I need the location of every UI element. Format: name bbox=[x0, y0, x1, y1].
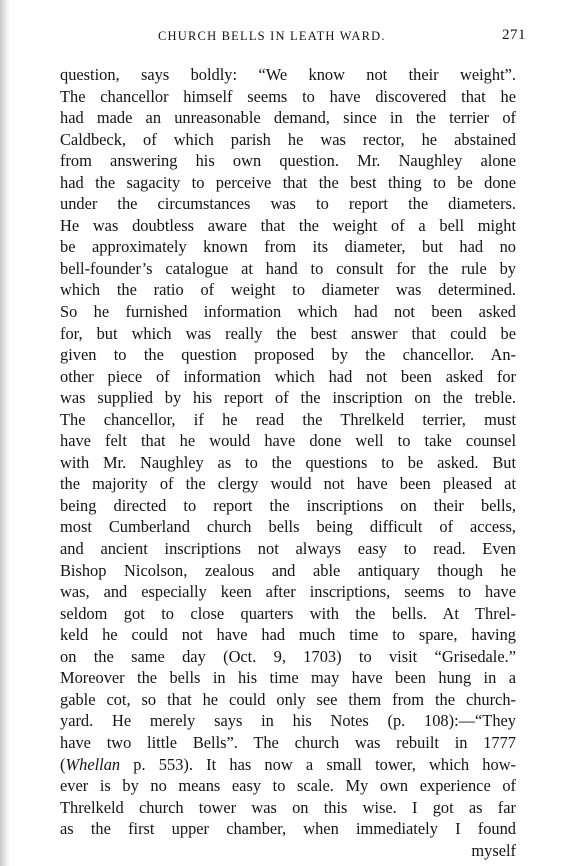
text-line: Caldbeck, of which parish he was rector, he abstained bbox=[60, 129, 516, 149]
text-line: on the same day (Oct. 9, 1703) to visit “Grisedale.” bbox=[60, 646, 516, 666]
text-line: So he furnished information which had not been asked bbox=[60, 302, 516, 322]
text-line: given to the question proposed by the chancellor. An- bbox=[60, 345, 516, 365]
text-line: have two little Bells”. The church was rebuilt in 1777 bbox=[60, 732, 516, 752]
text-line: being directed to report the inscriptions on their bells, bbox=[60, 495, 516, 515]
text-line: yard. He merely says in his Notes (p. 108):—“They bbox=[60, 711, 516, 731]
text-line: the majority of the clergy would not have been pleased at bbox=[60, 474, 516, 494]
body-text bbox=[60, 64, 516, 861]
text-line: was supplied by his report of the inscription on the treble. bbox=[60, 388, 516, 408]
catchword: myself bbox=[471, 840, 516, 860]
text-line: and ancient inscriptions not always easy to read. Even bbox=[60, 539, 516, 559]
text-line: gable cot, so that he could only see them from the church- bbox=[60, 689, 516, 709]
text-line: The chancellor, if he read the Threlkeld terrier, must bbox=[60, 409, 516, 429]
running-head: CHURCH BELLS IN LEATH WARD. bbox=[158, 29, 386, 43]
text-line: from answering his own question. Mr. Naughley alone bbox=[60, 151, 516, 171]
text-line: under the circumstances was to report the diameters. bbox=[60, 194, 516, 214]
gutter-shadow bbox=[0, 0, 10, 866]
text-line: seldom got to close quarters with the bells. At Threl- bbox=[60, 603, 516, 623]
text-line: had made an unreasonable demand, since in the terrier of bbox=[60, 108, 516, 128]
text-line: other piece of information which had not been asked for bbox=[60, 366, 516, 386]
page-number: 271 bbox=[502, 27, 526, 43]
text-line: with Mr. Naughley as to the questions to be asked. But bbox=[60, 452, 516, 472]
text-line: ever is by no means easy to scale. My own experience of bbox=[60, 776, 516, 796]
text-line: be approximately known from its diameter, but had no bbox=[60, 237, 516, 257]
text-line: was, and especially keen after inscriptions, seems to have bbox=[60, 582, 516, 602]
text-line: for, but which was really the best answer that could be bbox=[60, 323, 516, 343]
text-line: had the sagacity to perceive that the best thing to be done bbox=[60, 172, 516, 192]
text-line: (Whellan p. 553). It has now a small tower, which how- bbox=[60, 754, 516, 774]
text-line: as the first upper chamber, when immediately I found bbox=[60, 819, 516, 839]
text-line: question, says boldly: “We know not their weight”. bbox=[60, 65, 516, 84]
text-line: bell-founder’s catalogue at hand to consult for the rule by bbox=[60, 258, 516, 278]
text-line: The chancellor himself seems to have discovered that he bbox=[60, 86, 516, 106]
text-line: which the ratio of weight to diameter was determined. bbox=[60, 280, 516, 300]
text-line: Threlkeld church tower was on this wise. I got as far bbox=[60, 797, 516, 817]
text-line: He was doubtless aware that the weight of a bell might bbox=[60, 215, 516, 235]
text-line: most Cumberland church bells being difficult of access, bbox=[60, 517, 516, 537]
text-line: keld he could not have had much time to spare, having bbox=[60, 625, 516, 645]
text-line: have felt that he would have done well to take counsel bbox=[60, 431, 516, 451]
text-line: Moreover the bells in his time may have been hung in a bbox=[60, 668, 516, 688]
text-line: Bishop Nicolson, zealous and able antiquary though he bbox=[60, 560, 516, 580]
